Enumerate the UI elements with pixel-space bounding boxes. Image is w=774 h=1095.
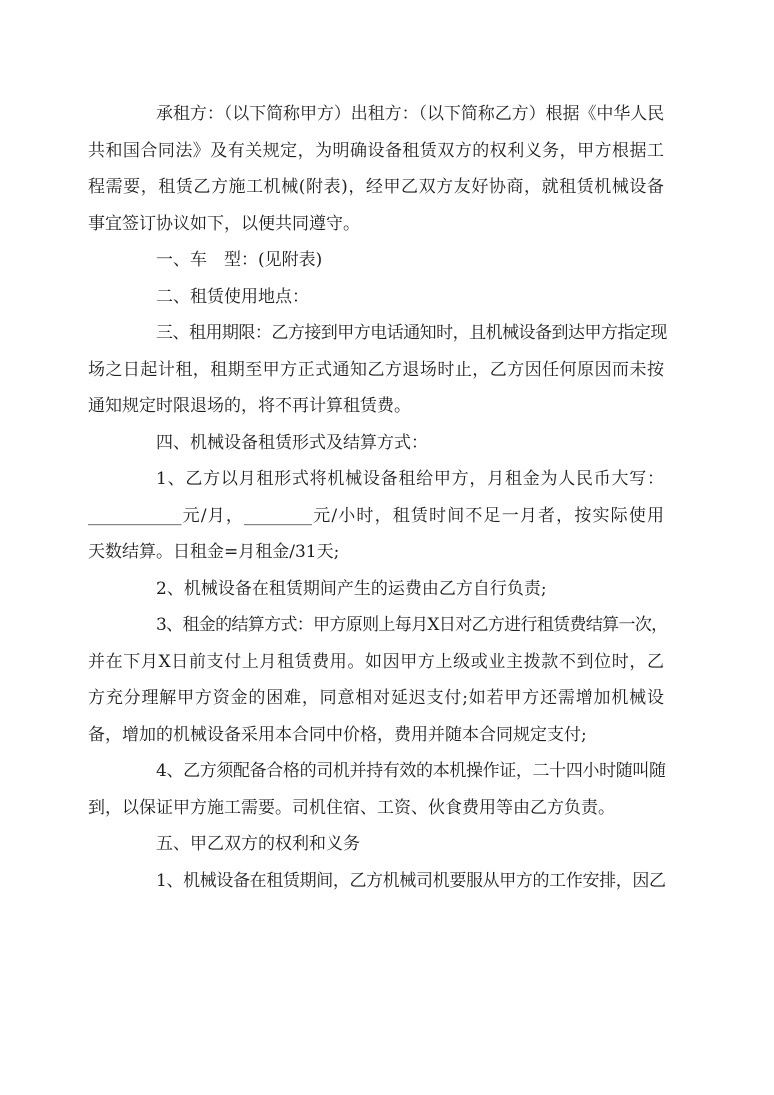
contract-body: [88, 96, 668, 899]
text-line: 五、甲乙双方的权利和义务: [156, 834, 360, 854]
text-line: 程需要，租赁乙方施工机械(附表)，经甲乙双方友好协商，就租赁机械设备: [88, 177, 664, 197]
paragraph-section-2: [88, 279, 664, 316]
text-line: 一、车 型：(见附表): [156, 250, 323, 270]
paragraph-section-4-2: [88, 571, 664, 608]
paragraph-intro: [88, 96, 664, 242]
text-line: 3、租金的结算方式：甲方原则上每月X日对乙方进行租赁费结算一次，: [156, 615, 668, 635]
text-line: 备，增加的机械设备采用本合同中价格，费用并随本合同规定支付;: [88, 724, 587, 745]
text-line: 通知规定时限退场的，将不再计算租赁费。: [88, 396, 411, 416]
text-line: ___________元/月，________元/小时，租赁时间不足一月者，按实际使用: [88, 505, 664, 526]
text-line: 事宜签订协议如下，以便共同遵守。: [88, 213, 360, 234]
text-line: 承租方：（以下简称甲方）出租方：（以下简称乙方）根据《中华人民: [156, 104, 665, 124]
text-line: 到，以保证甲方施工需要。司机住宿、工资、伙食费用等由乙方负责。: [88, 797, 615, 818]
text-line: 场之日起计租，租期至甲方正式通知乙方退场时止，乙方因任何原因而未按: [88, 359, 664, 380]
paragraph-section-4-4: [88, 753, 664, 826]
text-line: 方充分理解甲方资金的困难，同意相对延迟支付;如若甲方还需增加机械设: [88, 688, 664, 708]
text-line: 共和国合同法》及有关规定，为明确设备租赁双方的权利义务，甲方根据工: [88, 140, 664, 161]
paragraph-section-5-1: [88, 863, 664, 900]
text-line: 三、租用期限：乙方接到甲方电话通知时，且机械设备到达甲方指定现: [156, 323, 667, 343]
text-line: 1、乙方以月租形式将机械设备租给甲方，月租金为人民币大写：: [156, 469, 664, 489]
paragraph-section-5: [88, 826, 664, 863]
paragraph-section-4-3: [88, 607, 668, 753]
paragraph-section-3: [88, 315, 667, 425]
paragraph-section-4-1: [88, 461, 664, 571]
text-line: 2、机械设备在租赁期间产生的运费由乙方自行负责;: [156, 578, 547, 599]
text-line: 四、机械设备租赁形式及结算方式：: [156, 432, 428, 453]
text-line: 4、乙方须配备合格的司机并持有效的本机操作证，二十四小时随叫随: [156, 761, 666, 781]
text-line: 并在下月X日前支付上月租赁费用。如因甲方上级或业主拨款不到位时，乙: [88, 651, 664, 672]
paragraph-section-1: [88, 242, 664, 279]
text-line: 二、租赁使用地点：: [156, 286, 309, 307]
text-line: 天数结算。日租金=月租金/31天;: [88, 542, 340, 562]
paragraph-section-4: [88, 425, 664, 462]
text-line: 1、机械设备在租赁期间，乙方机械司机要服从甲方的工作安排，因乙: [156, 870, 666, 891]
